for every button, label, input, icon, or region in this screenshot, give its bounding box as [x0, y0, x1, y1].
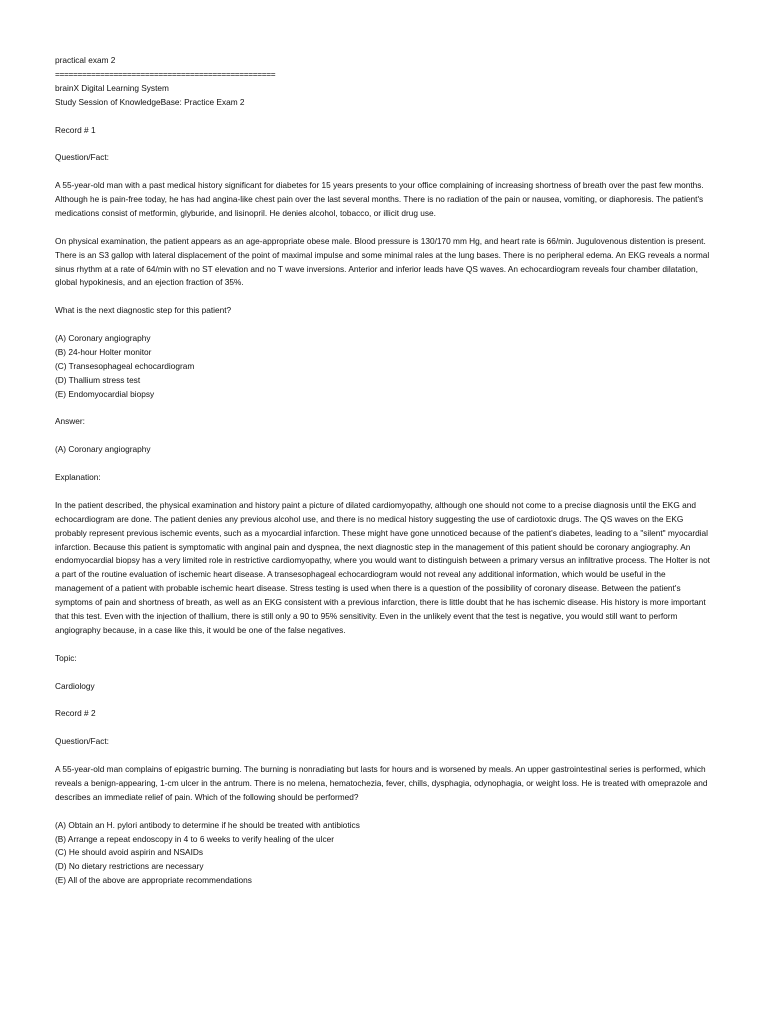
- question-prompt: What is the next diagnostic step for this patient?: [55, 305, 232, 316]
- option-e: (E) All of the above are appropriate recommendations: [55, 875, 252, 886]
- explanation-text: In the patient described, the physical examination and history paint a picture of dilated cardiomyopathy, although one should not come to a precise diagnosis until the EKG and echocardiogram are done. The patient denies any previous alcohol use, and there is no medical history suggesting the use of cardiotoxic drugs. The QS waves on the EKG probably represent previous ischemic events, such as a myocardial infarction. These might have gone unnoticed because of the patient's diabetes, leading to a "silent" myocardial infarction. Because this patient is symptomatic with anginal pain and dyspnea, the next diagnostic step in the management of this patient should be coronary angiography. An endomyocardial biopsy has a very limited role in restrictive cardiomyopathy, where you would want to distinguish between a primary versus an infiltrative process. The Holter is not a part of the routine evaluation of ischemic heart disease. A transesophageal echocardiogram would not reveal any additional information, which would be useful in the management of a patient with probable ischemic heart disease. Stress testing is used when there is a question of the possibility of coronary disease. Between the patient's symptoms of pain and shortness of breath, as well as an EKG consistent with a previous infarction, there is little doubt that he has ischemic disease. His history is more important that this test. Even with the injection of thallium, there is still only a 90 to 95% sensitivity. Even in the unlikely event that the test is negative, you would still want to perform angiography because, in a case like this, it would be one of the false negatives.: [55, 499, 710, 635]
- system-name: brainX Digital Learning System: [55, 82, 169, 93]
- option-d: (D) Thallium stress test: [55, 374, 141, 385]
- explanation-label: Explanation:: [55, 472, 101, 483]
- answer-text: (A) Coronary angiography: [55, 444, 151, 455]
- option-a: (A) Coronary angiography: [55, 333, 151, 344]
- option-a: (A) Obtain an H. pylori antibody to determine if he should be treated with antibiotics: [55, 819, 360, 830]
- session-name: Study Session of KnowledgeBase: Practice Exam 2: [55, 96, 245, 107]
- options-list: [55, 819, 715, 889]
- record-label: Record # 2: [55, 708, 96, 719]
- document-title: practical exam 2: [55, 55, 116, 65]
- document-page: [55, 54, 715, 888]
- option-b: (B) Arrange a repeat endoscopy in 4 to 6 weeks to verify healing of the ulcer: [55, 833, 335, 844]
- answer-label: Answer:: [55, 416, 85, 427]
- record-label: Record # 1: [55, 124, 96, 135]
- option-c: (C) He should avoid aspirin and NSAIDs: [55, 847, 204, 858]
- question-label: Question/Fact:: [55, 736, 109, 747]
- question-label: Question/Fact:: [55, 152, 109, 163]
- option-c: (C) Transesophageal echocardiogram: [55, 360, 195, 371]
- question-text: A 55-year-old man complains of epigastric burning. The burning is nonradiating but lasts for hours and is worsened by meals. An upper gastrointestinal series is performed, which reveals a benign-appearing, 1-cm ulcer in the antrum. There is no melena, hematochezia, fever, chills, dysphagia, odynophagia, or weight loss. He is treated with omeprazole and describes an immediate relief of pain. Which of the following should be performed?: [55, 763, 708, 802]
- separator-line: =================================================: [55, 68, 276, 79]
- option-d: (D) No dietary restrictions are necessary: [55, 861, 204, 872]
- question-text: A 55-year-old man with a past medical history significant for diabetes for 15 years presents to your office complaining of increasing shortness of breath over the past few months. Although he is pain-free today, he has had angina-like chest pain over the last several months. There is no radiation of the pain or nausea, vomiting, or diaphoresis. The patient's medications consist of metformin, glyburide, and lisinopril. He denies alcohol, tobacco, or illicit drug use.: [55, 180, 704, 218]
- option-b: (B) 24-hour Holter monitor: [55, 346, 152, 357]
- topic-text: Cardiology: [55, 680, 95, 691]
- option-e: (E) Endomyocardial biopsy: [55, 388, 155, 399]
- options-list: [55, 332, 715, 402]
- topic-label: Topic:: [55, 652, 77, 663]
- question-text: On physical examination, the patient appears as an age-appropriate obese male. Blood pressure is 130/170 mm Hg, and heart rate is 66/min. Jugulovenous distention is present. There is an S3 gallop with lateral displacement of the point of maximal impulse and some minimal rales at the lung bases. There is no peripheral edema. An EKG reveals a normal sinus rhythm at a rate of 64/min with no ST elevation and no T wave inversions. Anterior and inferior leads have QS waves. An echocardiogram reveals four chamber dilatation, global hypokinesis, and an ejection fraction of 35%.: [55, 235, 710, 288]
